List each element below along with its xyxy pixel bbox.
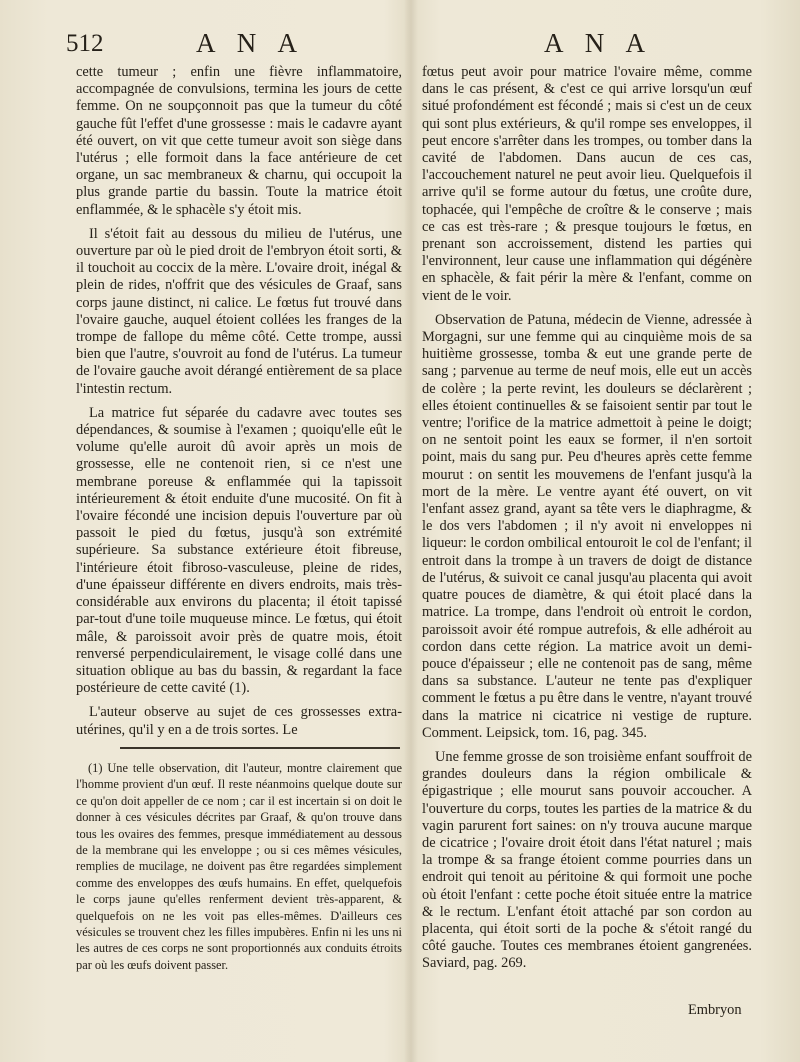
running-head-left: A N A: [196, 28, 306, 58]
page-number: 512: [66, 30, 104, 57]
left-column: [76, 64, 402, 746]
footnote-rule: [120, 747, 400, 749]
paragraph: Il s'étoit fait au dessous du milieu de l'utérus, une ouverture par où le pied droit de l'embryon étoit sorti, & il touchoit au coccix de la mère. L'ovaire droit, inégal & plein de rides, n'offrit que des vésicules de Graaf, sans corps jaune distinct, ni calice. Le fœtus fut trouvé dans l'ovaire gauche, auquel étoient collées les franges de la trompe de fallope du même côté. Cette trompe, aussi bien que l'autre, s'ouvroit au fond de l'utérus. La tumeur de l'ovaire gauche avoit dérangé entièrement de sa place l'intestin rectum.: [76, 225, 402, 397]
paragraph: Observation de Patuna, médecin de Vienne, adressée à Morgagni, sur une femme qui au cinquième mois de sa huitième grossesse, tomba & eut une grande perte de sang ; parvenue au terme de neuf mois, elle eut un accès de colère ; la perte revint, les douleurs se déclarèrent ; elles étoient continuelles & se faisoient sentir par tout le ventre; l'orifice de la matrice admettoit à peine le doigt; on ne sentoit point les eaux se former, il n'en sortoit point, mais du sang pur. Peu d'heures après cette femme mourut : on sentit les mouvemens de l'enfant jusqu'à la mort de la mère. Le ventre ayant été ouvert, on vit l'enfant assez grand, ayant sa tête vers le diaphragme, & le dos vers l'abdomen ; il n'y avoit ni enveloppes ni liqueur: le cordon ombilical entouroit le col de l'enfant; il entroit dans la trompe à un travers de doigt de distance de l'utérus, & suivoit ce canal jusqu'au placenta qui avoit quatre pouces de diamètre, & qui étoit placé dans la matrice. La trompe, dans l'endroit où entroit le cordon, paroissoit avoir été rompue autrefois, & elle adhéroit au cordon dans cette région. La matrice avoit un demi-pouce d'épaisseur ; elle ne contenoit pas de sang, même dans sa substance. L'auteur ne tente pas d'expliquer comment le fœtus a pu être dans le ventre, n'ayant trouvé dans la matrice ni cicatrice ni vestige de rupture. Comment. Leipsick, tom. 16, pag. 345.: [422, 311, 752, 741]
paragraph: L'auteur observe au sujet de ces grossesses extra-utérines, qu'il y en a de trois sortes. Le: [76, 704, 402, 738]
paragraph: cette tumeur ; enfin une fièvre inflammatoire, accompagnée de convulsions, termina les jours de cette femme. On ne soupçonnoit pas que la tumeur du côté gauche fût l'effet d'une grossesse : mais le cadavre ayant été ouvert, on vit que cette tumeur avoit son siège dans l'utérus ; elle formoit dans la face antérieure de cet organe, un sac membraneux & charnu, qui occupoit la plus grande partie du bassin. Toute la matrice étoit enflammée, & le sphacèle s'y étoit mis.: [76, 64, 402, 218]
catchword: Embryon: [688, 1002, 742, 1018]
paragraph: Une femme grosse de son troisième enfant souffroit de grandes douleurs dans la région ombilicale & épigastrique ; elle mourut sans pouvoir accoucher. A l'ouverture du corps, toutes les parties de la matrice & du vagin parurent fort saines: on n'y trouva aucune marque de cicatrice ; l'ovaire droit étoit dans l'état naturel ; mais la trompe & sa frange étoient comme pourries dans un endroit qui tenoit au péritoine & qui formoit une poche où étoit l'enfant : cette poche étoit située entre la matrice & le rectum. L'enfant étoit attaché par son cordon au placenta, qui étoit sorti de la poche & s'étoit rangé du côté gauche. Toutes ces membranes étoient gangrenées. Saviard, pag. 269.: [422, 748, 752, 972]
right-column: [422, 64, 752, 980]
paragraph: La matrice fut séparée du cadavre avec toutes ses dépendances, & soumise à l'examen ; quoiqu'elle eût le volume qu'elle auroit dû avoir après un mois de grossesse, elle ne contenoit rien, si ce n'est une membrane poreuse & enflammée qui la tapissoit intérieurement & étoit enduite d'une mucosité. On fit à l'ovaire fécondé une incision depuis l'ouverture par où passoit le pied du fœtus, jusqu'à son extrémité supérieure. Sa substance extérieure étoit fibreuse, l'intérieure étoit fibroso-vasculeuse, pleine de rides, d'une épaisseur différente en divers endroits, mais très-considérable aux environs du placenta; il étoit tapissé par-tout d'une toile muqueuse mince. Le fœtus, qui étoit mâle, & paroissoit avoir près de quatre mois, étoit renversé perpendiculairement, le visage collé dans une situation oblique au bas du bassin, & regardant la face postérieure de cette cavité (1).: [76, 404, 402, 697]
footnote: [76, 760, 402, 973]
running-head-right: A N A: [544, 28, 654, 58]
page-header: [66, 28, 756, 58]
gutter-shadow: [404, 0, 418, 1062]
paragraph: fœtus peut avoir pour matrice l'ovaire même, comme dans le cas présent, & c'est ce qui arrive lorsqu'un œuf situé profondément est fécondé ; mais si c'est un de ceux qui sont plus extérieurs, & qu'il rompe ses enveloppes, il peut encore s'arrêter dans les trompes, ou tomber dans la cavité de l'abdomen. Dans aucun de ces cas, l'accouchement naturel ne peut avoir lieu. Quelquefois il arrive qu'il se forme autour du fœtus, une croûte dure, tophacée, qui l'empêche de croître & le conserve ; mais ce cas est très-rare ; & presque toujours le fœtus, en prenant son accroissement, distend les parties qui l'environnent, leur cause une inflammation qui dégénère en sphacèle, & fait périr la mère & l'enfant, comme on vient de le voir.: [422, 64, 752, 304]
footnote-text: (1) Une telle observation, dit l'auteur, montre clairement que l'homme provient d'un œuf. Il reste néanmoins quelque doute sur ce qu'on doit appeller de ce nom ; car il est incertain si on doit le donner à ces vésicules décrites par Graaf, & qu'on trouve dans tous les ovaires des femmes, presque immédiatement au dessous de la membrane qui les enveloppe ; ou si ces mêmes vésicules, remplies de mucilage, ne doivent pas être regardées simplement comme des enveloppes des œufs humains. En effet, quelquefois le corps jaune qu'elles renferment devient très-apparent, & quelquefois on ne les voit pas elles-mêmes. D'ailleurs ces vésicules se trouvent chez les filles impubères. Enfin ni les uns ni les autres de ces corps ne sont proportionnés aux conduits étroits par où les œufs doivent passer.: [76, 761, 402, 972]
